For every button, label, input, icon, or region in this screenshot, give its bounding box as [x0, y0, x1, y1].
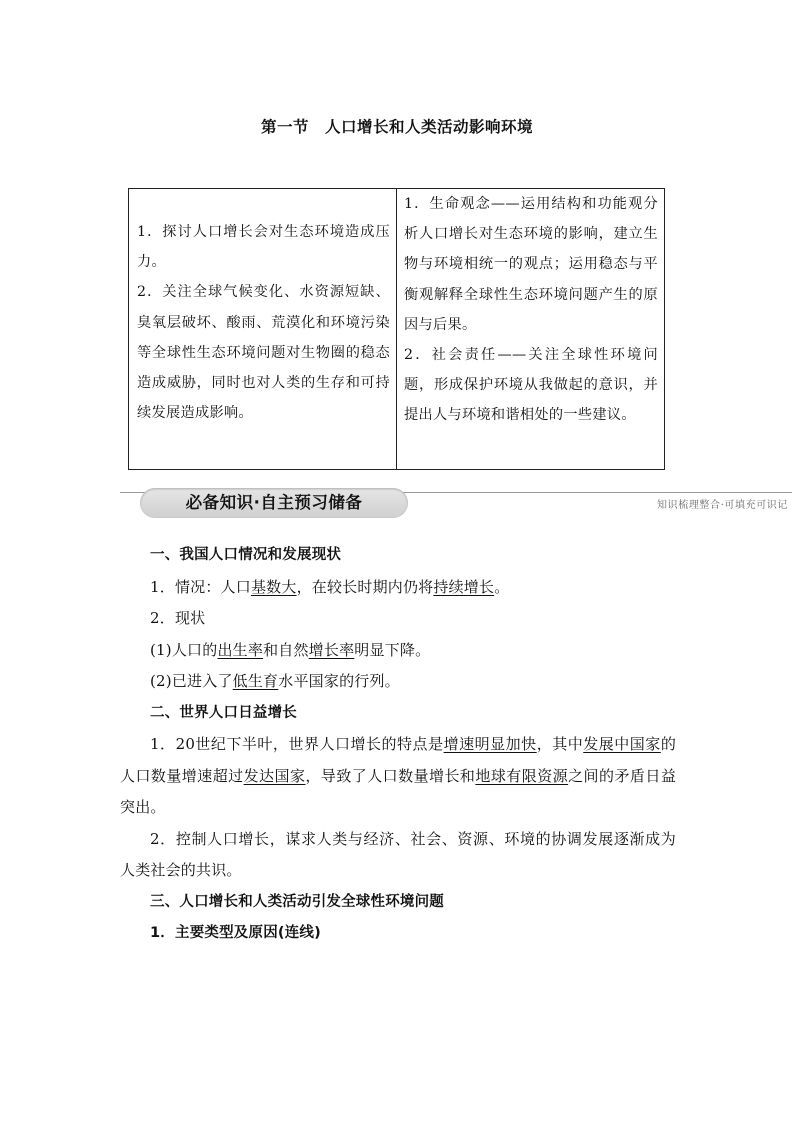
fill-blank: 增速明显加快: [443, 735, 537, 753]
fill-blank: 持续增长: [433, 577, 495, 596]
paragraph-situation: 1．情况：人口基数大，在较长时期内仍将持续增长。: [150, 577, 510, 596]
heading-1: 一、我国人口情况和发展现状: [150, 547, 342, 563]
fill-blank: 增长率: [308, 640, 355, 659]
objective-right-1: 1．生命观念——运用结构和功能观分析人口增长对生态环境的影响，建立生物与环境相统一的观点；运用稳态与平衡观解释全球性生态环境问题产生的原因与后果。: [404, 196, 658, 333]
heading-3: 三、人口增长和人类活动引发全球性环境问题: [150, 893, 444, 910]
fill-blank: 基数大: [250, 577, 297, 596]
page-title: 第一节 人口增长和人类活动影响环境: [260, 118, 533, 136]
paragraph-status: 2．现状: [150, 609, 206, 627]
paragraph-world-2: 2．控制人口增长，谋求人类与经济、社会、资源、环境的协调发展逐渐成为人类社会的共识。: [120, 829, 676, 879]
fill-blank: 低生育: [232, 672, 279, 690]
objectives-right-cell: [397, 189, 664, 469]
paragraph-status-1: (1)人口的出生率和自然增长率明显下降。: [150, 640, 431, 659]
objective-right-2: 2．社会责任——关注全球性环境问题，形成保护环境从我做起的意识，并提出人与环境和谐相处的一些建议。: [404, 347, 658, 424]
fill-blank: 发达国家: [243, 766, 306, 785]
objective-left-2: 2．关注全球气候变化、水资源短缺、臭氧层破坏、酸雨、荒漠化和环境污染等全球性生态环境问题对生物圈的稳态造成威胁，同时也对人类的生存和可持续发展造成影响。: [137, 284, 390, 422]
fill-blank: 发展中国家: [583, 735, 661, 753]
section-label: 必备知识·自主预习储备: [140, 488, 408, 518]
fill-blank: 地球有限资源: [475, 766, 569, 785]
section-note: 知识梳理整合·可填充可识记: [657, 500, 788, 511]
heading-2: 二、世界人口日益增长: [150, 704, 297, 721]
content-body: [120, 540, 676, 950]
objectives-table: [128, 188, 665, 470]
heading-4: 1．主要类型及原因(连线): [150, 925, 321, 941]
paragraph-status-2: (2)已进入了低生育水平国家的行列。: [150, 672, 400, 690]
objective-left-1: 1．探讨人口增长会对生态环境造成压力。: [137, 224, 390, 271]
objectives-left-cell: [129, 189, 397, 469]
section-header: [120, 490, 792, 520]
fill-blank: 出生率: [217, 640, 264, 659]
paragraph-world-1: 1．20世纪下半叶，世界人口增长的特点是增速明显加快，其中发展中国家的人口数量增速超过发达国家，导致了人口数量增长和地球有限资源之间的矛盾日益突出。: [120, 735, 677, 816]
